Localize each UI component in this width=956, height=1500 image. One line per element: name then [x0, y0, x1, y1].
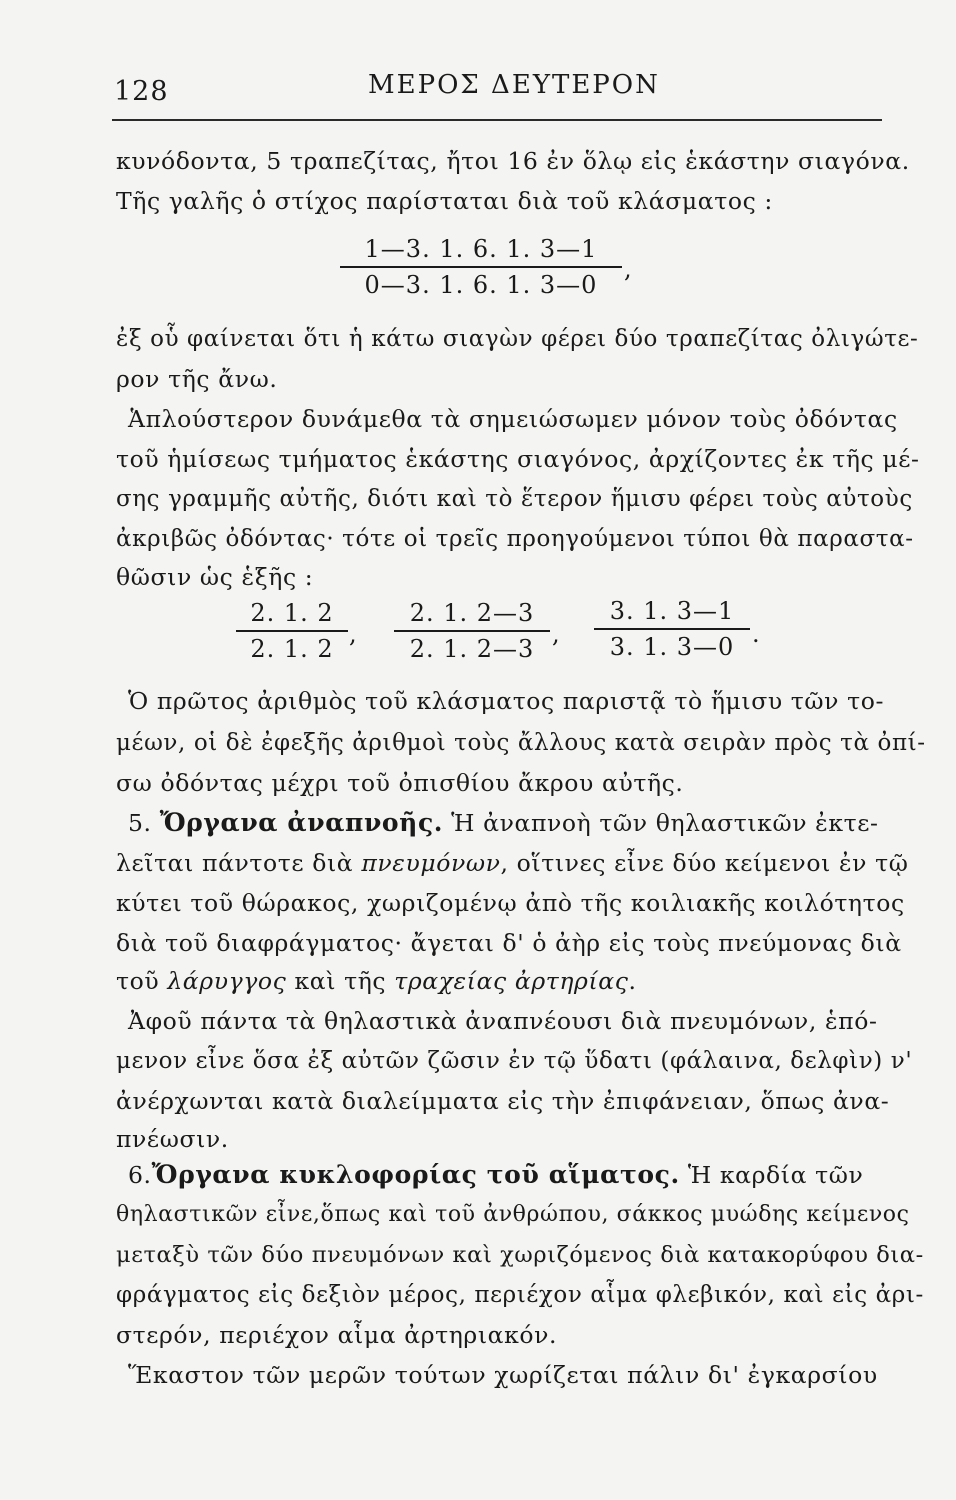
formula-numerator: 2. 1. 2—3 [409, 599, 535, 627]
text-run: . [628, 967, 637, 995]
formula-comma: , [552, 620, 560, 648]
text-line-1: κυνόδοντα, 5 τραπεζίτας, ἤτοι 16 ἐν ὅλῳ εἰς ἑκάστην σιαγόνα. [116, 147, 910, 175]
formula-numerator: 2. 1. 2 [250, 599, 334, 627]
text-line-15: κύτει τοῦ θώρακος, χωριζομένῳ ἀπὸ τῆς κοιλιακῆς κοιλότητος [116, 889, 905, 917]
half-formula-2 [394, 598, 550, 664]
section-number: 5. [128, 809, 152, 837]
text-line-17 [116, 966, 896, 996]
formula-period: . [752, 620, 760, 648]
text-line-8: ἀκριβῶς ὀδόντας· τότε οἱ τρεῖς προηγούμενοι τύποι θὰ παραστα- [116, 526, 914, 552]
text-run: λεῖται πάντοτε διὰ [116, 849, 362, 877]
formula-numerator: 1—3. 1. 6. 1. 3—1 [364, 235, 598, 263]
section-text: Ἡ ἀναπνοὴ τῶν θηλαστικῶν ἐκτε- [443, 809, 879, 837]
text-run: , οἵτινες εἶνε δύο κείμενοι ἐν τῷ [500, 849, 909, 877]
text-line-13 [128, 808, 908, 838]
page-header [112, 60, 882, 110]
italic-term: πνευμόνων [361, 849, 501, 877]
running-head: ΜΕΡΟΣ ΔΕΥΤΕΡΟΝ [368, 70, 660, 100]
text-line-10: Ὁ πρῶτος ἀριθμὸς τοῦ κλάσματος παριστᾷ τὸ ἥμισυ τῶν το- [128, 687, 885, 715]
text-line-14 [116, 848, 909, 878]
section-heading-respiration: Ὄργανα ἀναπνοῆς. [159, 808, 444, 837]
italic-term: τραχείας ἀρτηρίας [394, 967, 629, 995]
section-heading-circulation: Ὄργανα κυκλοφορίας τοῦ αἵματος. [151, 1160, 680, 1189]
formula-denominator: 2. 1. 2—3 [409, 635, 535, 663]
text-line-26: στερόν, περιέχον αἷμα ἀρτηριακόν. [116, 1321, 558, 1349]
text-line-23: θηλαστικῶν εἶνε,ὅπως καὶ τοῦ ἀνθρώπου, σάκκος μυώδης κείμενος [116, 1202, 910, 1227]
text-line-24: μεταξὺ τῶν δύο πνευμόνων καὶ χωριζόμενος διὰ κατακορύφου δια- [116, 1242, 924, 1268]
text-line-11: μέων, οἱ δὲ ἐφεξῆς ἀριθμοὶ τοὺς ἄλλους κατὰ σειρὰν πρὸς τὰ ὀπί- [116, 730, 926, 756]
half-formula-3 [594, 596, 750, 662]
text-line-16: διὰ τοῦ διαφράγματος· ἄγεται δ' ὁ ἀὴρ εἰς τοὺς πνεύμονας διὰ [116, 929, 902, 957]
fraction-bar [394, 630, 550, 632]
fraction-bar [236, 630, 348, 632]
fraction-bar [594, 628, 750, 630]
half-formula-1 [236, 598, 348, 664]
text-line-9: θῶσιν ὡς ἑξῆς : [116, 563, 314, 591]
header-rule [112, 119, 882, 121]
text-run: τοῦ [116, 967, 168, 995]
section-text: Ἡ καρδία τῶν [679, 1161, 864, 1189]
text-line-25: φράγματος εἰς δεξιὸν μέρος, περιέχον αἷμα φλεβικόν, καὶ εἰς ἀρι- [116, 1282, 924, 1308]
formula-denominator: 3. 1. 3—0 [609, 633, 735, 661]
text-line-22 [128, 1160, 908, 1190]
text-line-19: μενον εἶνε ὅσα ἐξ αὐτῶν ζῶσιν ἐν τῷ ὕδατι (φάλαινα, δελφὶν) ν' [116, 1048, 913, 1074]
text-line-7: σης γραμμῆς αὐτῆς, διότι καὶ τὸ ἕτερον ἥμισυ φέρει τοὺς αὐτοὺς [116, 486, 913, 512]
section-number: 6. [128, 1161, 152, 1189]
italic-term: λάρυγγος [167, 967, 287, 995]
text-line-27: Ἕκαστον τῶν μερῶν τούτων χωρίζεται πάλιν δι' ἐγκαρσίου [128, 1361, 878, 1389]
formula-denominator: 2. 1. 2 [250, 635, 334, 663]
text-line-3: ἐξ οὗ φαίνεται ὅτι ἡ κάτω σιαγὼν φέρει δύο τραπεζίτας ὀλιγώτε- [116, 326, 919, 352]
formula-comma: , [349, 620, 357, 648]
text-line-4: ρον τῆς ἄνω. [116, 365, 278, 393]
formula-numerator: 3. 1. 3—1 [609, 597, 735, 625]
text-line-21: πνέωσιν. [116, 1125, 229, 1153]
formula-denominator: 0—3. 1. 6. 1. 3—0 [364, 271, 598, 299]
text-line-6: τοῦ ἡμίσεως τμήματος ἑκάστης σιαγόνος, ἀρχίζοντες ἐκ τῆς μέ- [116, 445, 920, 473]
text-line-18: Ἀφοῦ πάντα τὰ θηλαστικὰ ἀναπνέουσι διὰ πνευμόνων, ἑπό- [128, 1007, 878, 1035]
text-line-20: ἀνέρχωνται κατὰ διαλείμματα εἰς τὴν ἐπιφάνειαν, ὅπως ἀνα- [116, 1087, 890, 1115]
fraction-bar [340, 266, 622, 268]
text-line-12: σω ὀδόντας μέχρι τοῦ ὀπισθίου ἄκρου αὐτῆς. [116, 769, 684, 797]
dental-formula-weasel [340, 234, 622, 300]
formula-comma: , [624, 255, 632, 283]
page-number: 128 [114, 76, 169, 107]
text-run: καὶ τῆς [286, 967, 395, 995]
text-line-5: Ἁπλούστερον δυνάμεθα τὰ σημειώσωμεν μόνον τοὺς ὀδόντας [128, 405, 898, 433]
text-line-2: Τῆς γαλῆς ὁ στίχος παρίσταται διὰ τοῦ κλάσματος : [116, 187, 773, 215]
